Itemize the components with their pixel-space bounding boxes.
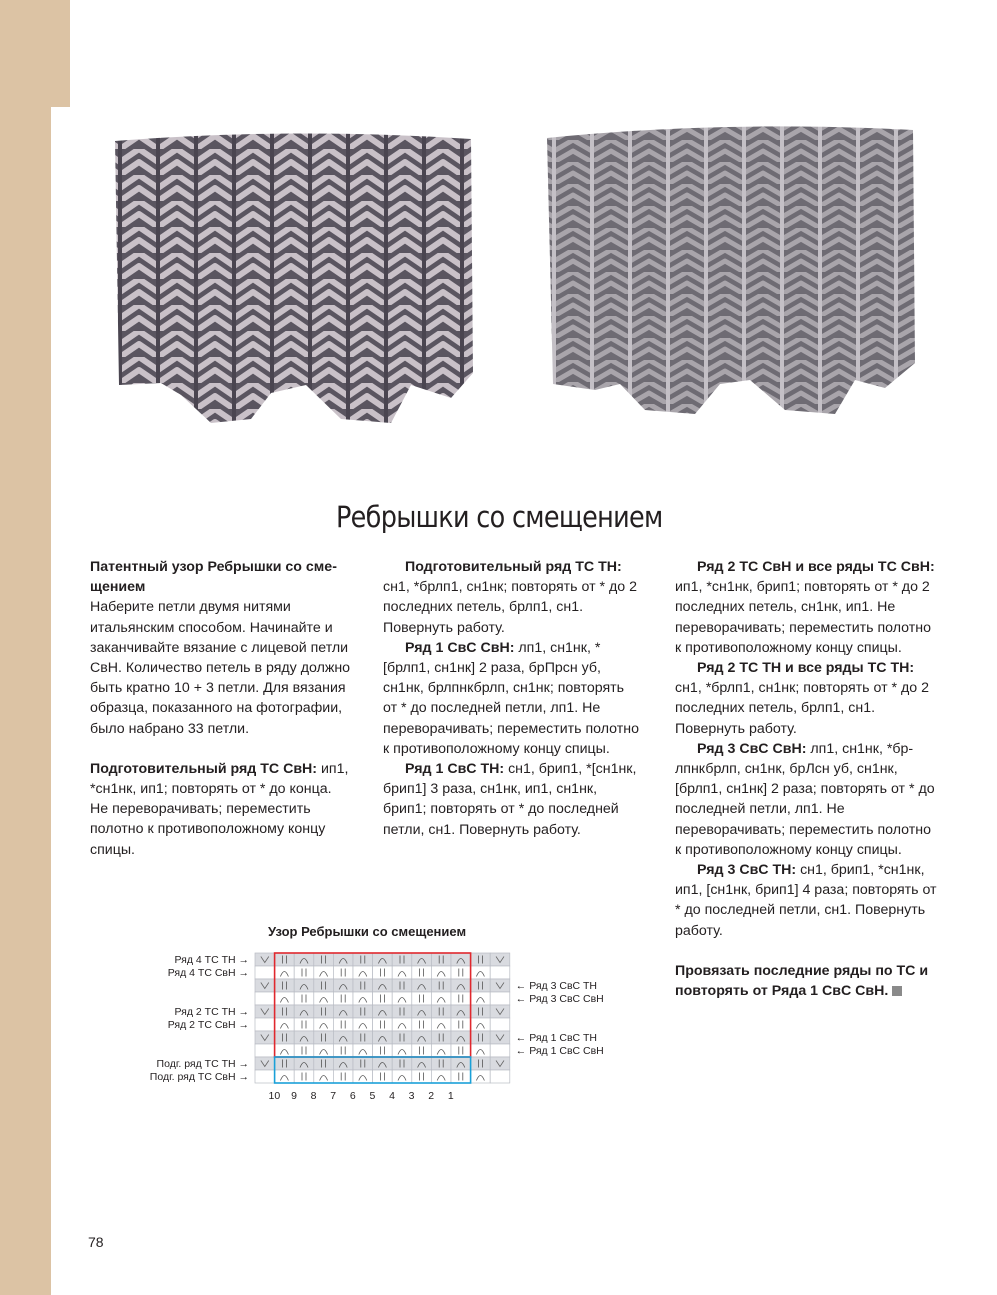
chart-cell bbox=[373, 1070, 393, 1083]
chart-cell bbox=[353, 966, 373, 979]
chart-cell bbox=[451, 979, 471, 992]
chart-cell bbox=[373, 1044, 393, 1057]
chart-right-label: ← Ряд 3 СвС ТН bbox=[515, 980, 598, 992]
chart-cell bbox=[412, 1070, 432, 1083]
chart-right-label: ← Ряд 1 СвС ТН bbox=[515, 1032, 598, 1044]
chart-cell bbox=[294, 1057, 314, 1070]
chart-cell bbox=[255, 966, 275, 979]
chart-cell bbox=[392, 1070, 412, 1083]
page-margin-band-side bbox=[0, 107, 51, 1295]
chart-cell bbox=[255, 992, 275, 1005]
chart-cell bbox=[373, 953, 393, 966]
chart-cell bbox=[314, 1057, 334, 1070]
chart-cell bbox=[490, 992, 510, 1005]
chart-right-label: ← Ряд 3 СвС СвН bbox=[515, 993, 604, 1005]
chart-cell bbox=[412, 953, 432, 966]
chart-cell bbox=[255, 1057, 275, 1070]
chart-cell bbox=[412, 1031, 432, 1044]
pattern-intro: Наберите петли двумя нитями итальянским способом. Начинайте и заканчивайте вязание с лицевой петли СвН. Количество петель в ряду должно быть кратно 10 + 3 петли. Для вязания образца, показанного на фотографии, было набрано 33 петли. bbox=[90, 599, 351, 737]
chart-cell bbox=[451, 953, 471, 966]
chart-cell bbox=[373, 979, 393, 992]
chart-cell bbox=[333, 1057, 353, 1070]
chart-cell bbox=[255, 1044, 275, 1057]
chart-cell bbox=[431, 1070, 451, 1083]
chart-cell bbox=[392, 979, 412, 992]
chart-right-label: ← Ряд 1 СвС СвН bbox=[515, 1045, 604, 1057]
chart-cell bbox=[353, 1044, 373, 1057]
chart-cell bbox=[275, 1070, 295, 1083]
chart-cell bbox=[471, 979, 491, 992]
chart-cell bbox=[412, 966, 432, 979]
chart-cell bbox=[333, 1018, 353, 1031]
chart-cell bbox=[353, 979, 373, 992]
chart-cell bbox=[333, 1044, 353, 1057]
chart-left-label: Подг. ряд ТС ТН → bbox=[156, 1058, 249, 1070]
chart-cell bbox=[490, 1057, 510, 1070]
chart-cell bbox=[490, 1044, 510, 1057]
chart-cell bbox=[353, 1018, 373, 1031]
row-2-ws-light: Ряд 2 ТС СвН и все ряды ТС СвН: ип1, *сн1нк, брип1; повторять от * до 2 последних петель, сн1нк, ип1. Не переворачивать; переместить полотно к противоположному концу спицы. bbox=[675, 559, 935, 656]
chart-cell bbox=[392, 966, 412, 979]
chart-cell bbox=[294, 1031, 314, 1044]
chart-cell bbox=[353, 1057, 373, 1070]
chart-left-label: Ряд 4 ТС ТН → bbox=[174, 954, 249, 966]
chart-cell bbox=[333, 992, 353, 1005]
chart-cell bbox=[451, 1070, 471, 1083]
chart-cell bbox=[392, 992, 412, 1005]
chart-cell bbox=[431, 1057, 451, 1070]
pattern-heading: Патентный узор Ребрышки со смещением bbox=[90, 559, 337, 596]
chart-cell bbox=[471, 1057, 491, 1070]
chart-cell bbox=[275, 979, 295, 992]
row-3-rs-light: Ряд 3 СвС СвН: лп1, сн1нк, *брлпнкбрлп, сн1нк, брЛсн уб, сн1нк, [брлп1, сн1нк] 2 раза; повторять от * до последней петли, лп1. Не переворачивать; переместить полотно к противоположному концу спицы. bbox=[675, 740, 935, 858]
chart-cell bbox=[255, 1005, 275, 1018]
final-instruction: Провязать последние ряды по ТС и повторять от Ряда 1 СвС СвН. bbox=[675, 962, 929, 1000]
knit-swatch-photo-1 bbox=[101, 123, 483, 433]
chart-cell bbox=[392, 1044, 412, 1057]
chart-cell bbox=[412, 979, 432, 992]
chart-cell bbox=[314, 979, 334, 992]
setup-row-ws-dark: Подготовительный ряд ТС ТН: сн1, *брлп1, сн1нк; повторять от * до 2 последних петель, брлп1, сн1. Повернуть работу. bbox=[383, 559, 637, 636]
chart-column-number: 7 bbox=[330, 1090, 337, 1102]
chart-cell bbox=[412, 1005, 432, 1018]
chart-cell bbox=[431, 1018, 451, 1031]
chart-cell bbox=[412, 1018, 432, 1031]
chart-cell bbox=[471, 1031, 491, 1044]
text-column-3 bbox=[675, 557, 937, 1001]
chart-cell bbox=[353, 992, 373, 1005]
chart-cell bbox=[333, 966, 353, 979]
chart-cell bbox=[333, 1031, 353, 1044]
row-1-rs-light: Ряд 1 СвС СвН: лп1, сн1нк, *[брлп1, сн1нк] 2 раза, брПрсн уб, сн1нк, брлпнкбрлп, сн1нк; повторять от * до последней петли, лп1. Не переворачивать; переместить полотно к противоположному концу спицы. bbox=[383, 639, 639, 757]
chart-cell bbox=[490, 1070, 510, 1083]
stitch-chart bbox=[110, 945, 630, 1105]
chart-cell bbox=[431, 1005, 451, 1018]
chart-cell bbox=[412, 1057, 432, 1070]
chart-cell bbox=[294, 992, 314, 1005]
page-number: 78 bbox=[88, 1234, 104, 1250]
chart-cell bbox=[314, 966, 334, 979]
chart-cell bbox=[490, 966, 510, 979]
chart-cell bbox=[294, 1070, 314, 1083]
page-title: Ребрышки со смещением bbox=[335, 500, 663, 534]
chart-cell bbox=[275, 966, 295, 979]
chart-column-number: 4 bbox=[389, 1090, 395, 1102]
chart-cell bbox=[431, 966, 451, 979]
chart-left-label: Ряд 4 ТС СвН → bbox=[167, 967, 249, 979]
chart-cell bbox=[275, 992, 295, 1005]
chart-cell bbox=[451, 992, 471, 1005]
chart-cell bbox=[431, 1031, 451, 1044]
chart-cell bbox=[255, 1070, 275, 1083]
chart-cell bbox=[255, 979, 275, 992]
chart-cell bbox=[255, 1031, 275, 1044]
chart-cell bbox=[373, 1018, 393, 1031]
chart-cell bbox=[471, 953, 491, 966]
chart-cell bbox=[294, 953, 314, 966]
chart-title: Узор Ребрышки со смещением bbox=[268, 924, 467, 939]
chart-cell bbox=[490, 1018, 510, 1031]
chart-cell bbox=[490, 953, 510, 966]
chart-cell bbox=[333, 953, 353, 966]
chart-cell bbox=[275, 1018, 295, 1031]
chart-cell bbox=[431, 992, 451, 1005]
row-2-ws-dark: Ряд 2 ТС ТН и все ряды ТС ТН: сн1, *брлп1, сн1нк; повторять от * до 2 последних петель, брлп1, сн1. Повернуть работу. bbox=[675, 660, 929, 737]
chart-cell bbox=[451, 1005, 471, 1018]
chart-cell bbox=[471, 1018, 491, 1031]
chart-cell bbox=[353, 1005, 373, 1018]
chart-cell bbox=[471, 1070, 491, 1083]
chart-cell bbox=[373, 992, 393, 1005]
chart-cell bbox=[314, 1018, 334, 1031]
chart-cell bbox=[451, 1044, 471, 1057]
chart-cell bbox=[490, 1005, 510, 1018]
text-column-2 bbox=[383, 557, 641, 840]
setup-row-rs-light: Подготовительный ряд ТС СвН: ип1, *сн1нк, ип1; повторять от * до конца. Не переворачивать; переместить полотно к противоположному концу спицы. bbox=[90, 760, 349, 858]
chart-cell bbox=[431, 979, 451, 992]
chart-cell bbox=[314, 1044, 334, 1057]
chart-column-number: 3 bbox=[408, 1090, 415, 1102]
end-square-icon bbox=[892, 986, 902, 996]
chart-column-number: 6 bbox=[349, 1090, 356, 1102]
chart-cell bbox=[392, 1018, 412, 1031]
chart-cell bbox=[392, 953, 412, 966]
chart-cell bbox=[294, 1018, 314, 1031]
chart-cell bbox=[431, 953, 451, 966]
chart-column-number: 5 bbox=[369, 1090, 376, 1102]
chart-cell bbox=[255, 953, 275, 966]
page-margin-band-top bbox=[0, 0, 70, 107]
chart-left-label: Подг. ряд ТС СвН → bbox=[149, 1071, 249, 1083]
chart-left-label: Ряд 2 ТС СвН → bbox=[167, 1019, 249, 1031]
chart-cell bbox=[353, 1031, 373, 1044]
chart-cell bbox=[275, 1044, 295, 1057]
chart-cell bbox=[490, 979, 510, 992]
chart-cell bbox=[451, 1057, 471, 1070]
chart-cell bbox=[294, 979, 314, 992]
chart-cell bbox=[314, 1005, 334, 1018]
chart-left-label: Ряд 2 ТС ТН → bbox=[174, 1006, 249, 1018]
chart-cell bbox=[294, 1005, 314, 1018]
chart-column-number: 8 bbox=[310, 1090, 317, 1102]
chart-cell bbox=[294, 1044, 314, 1057]
chart-cell bbox=[275, 1057, 295, 1070]
chart-column-number: 2 bbox=[428, 1090, 435, 1102]
chart-cell bbox=[275, 1005, 295, 1018]
chart-cell bbox=[471, 992, 491, 1005]
chart-column-number: 1 bbox=[447, 1090, 454, 1102]
chart-cell bbox=[373, 1005, 393, 1018]
chart-cell bbox=[255, 1018, 275, 1031]
chart-cell bbox=[373, 966, 393, 979]
chart-cell bbox=[471, 1005, 491, 1018]
chart-cell bbox=[451, 1018, 471, 1031]
chart-cell bbox=[373, 1031, 393, 1044]
chart-cell bbox=[314, 1070, 334, 1083]
text-column-1 bbox=[90, 557, 352, 860]
row-1-rs-dark: Ряд 1 СвС ТН: сн1, брип1, *[сн1нк, брип1] 3 раза, сн1нк, ип1, сн1нк, брип1; повторять от * до последней петли, сн1. Повернуть работу. bbox=[383, 761, 637, 838]
knit-swatch-photo-2 bbox=[535, 118, 923, 423]
chart-cell bbox=[431, 1044, 451, 1057]
chart-column-number: 9 bbox=[291, 1090, 297, 1102]
chart-cell bbox=[275, 953, 295, 966]
chart-cell bbox=[471, 1044, 491, 1057]
chart-cell bbox=[333, 979, 353, 992]
chart-cell bbox=[353, 1070, 373, 1083]
chart-cell bbox=[314, 1031, 334, 1044]
chart-cell bbox=[314, 992, 334, 1005]
chart-cell bbox=[333, 1070, 353, 1083]
chart-cell bbox=[412, 1044, 432, 1057]
chart-column-number: 10 bbox=[268, 1090, 281, 1102]
chart-cell bbox=[294, 966, 314, 979]
chart-cell bbox=[314, 953, 334, 966]
row-3-rs-dark: Ряд 3 СвС ТН: сн1, брип1, *сн1нк, ип1, [сн1нк, брип1] 4 раза; повторять от * до последней петли, сн1. Повернуть работу. bbox=[675, 862, 937, 939]
chart-cell bbox=[392, 1057, 412, 1070]
chart-cell bbox=[392, 1005, 412, 1018]
chart-cell bbox=[373, 1057, 393, 1070]
chart-cell bbox=[451, 1031, 471, 1044]
chart-cell bbox=[451, 966, 471, 979]
chart-cell bbox=[471, 966, 491, 979]
chart-cell bbox=[412, 992, 432, 1005]
chart-cell bbox=[333, 1005, 353, 1018]
chart-cell bbox=[353, 953, 373, 966]
chart-cell bbox=[392, 1031, 412, 1044]
chart-cell bbox=[275, 1031, 295, 1044]
chart-cell bbox=[490, 1031, 510, 1044]
